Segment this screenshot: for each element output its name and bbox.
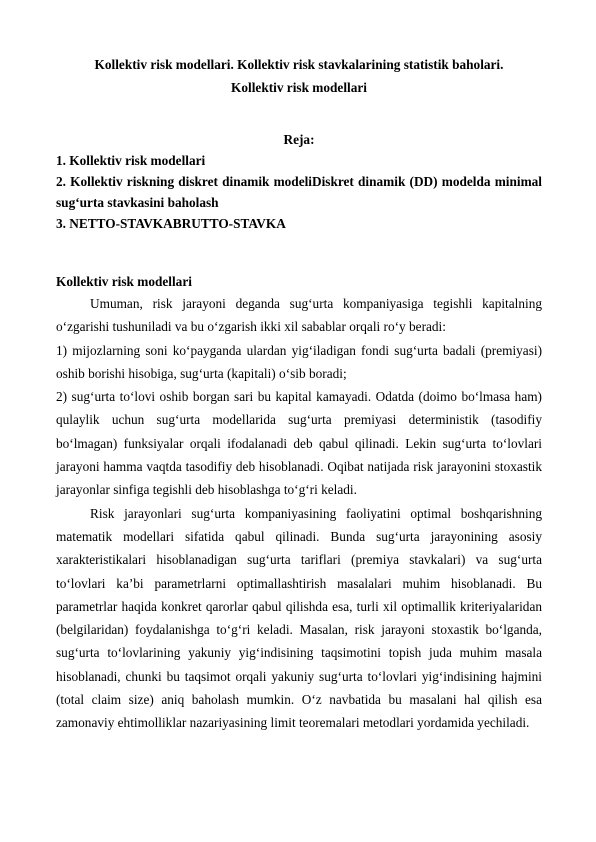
plan-heading: Reja: [283,132,315,147]
document-subtitle: Kollektiv risk modellari [231,80,367,95]
document-body [56,292,542,735]
plan-item-1: 1. Kollektiv risk modellari [56,153,206,168]
section-heading: Kollektiv risk modellari [56,274,192,289]
paragraph-item-1: 1) mijozlarning soni ko‘payganda ulardan yig‘iladigan fondi sug‘urta badali (premiyasi) oshib borishi hisobiga, sug‘urta (kapitali) o‘sib boradi; [56,342,542,381]
plan-item-2: 2. Kollektiv riskning diskret dinamik modeliDiskret dinamik (DD) modelda minimal sug‘urta stavkasini baholash [56,174,542,210]
paragraph-item-2: 2) sug‘urta to‘lovi oshib borgan sari bu kapital kamayadi. Odatda (doimo bo‘lmasa ham) qulaylik uchun sug‘urta modellarida sug‘urta premiyasi deterministik (tasodifiy bo‘lmagan) funksiyalar orqali ifodalanadi deb qabul qilinadi. Lekin sug‘urta to‘lovlari jarayoni hamma vaqtda tasodifiy deb hisoblanadi. Oqibat natijada risk jarayonini stoxastik jarayonlar sinfiga tegishli deb hisoblashga to‘g‘ri keladi. [56,389,542,498]
plan-list [56,150,542,234]
paragraph-risk-processes: Risk jarayonlari sug‘urta kompaniyasining faoliyatini optimal boshqarishning matematik modellari sifatida qabul qilinadi. Bunda sug‘urta jarayonining asosiy xarakteristikalari hisoblanadigan sug‘urta tariflari (premiya stavkalari) va sug‘urta to‘lovlari ka’bi parametrlarni optimallashtirish masalalari muhim hisoblanadi. Bu parametrlar haqida konkret qarorlar qabul qilishda esa, turli xil optimallik kriteriyalaridan (belgilaridan) foydalanishga to‘g‘ri keladi. Masalan, risk jarayoni stoxastik bo‘lganda, sug‘urta to‘lovlarining yakuniy yig‘indisining taqsimotini topish juda muhim masala hisoblanadi, chunki bu taqsimot orqali yakuniy sug‘urta to‘lovlari yig‘indisining hajmini (total claim size) aniq baholash mumkin. O‘z navbatida bu masalani hal qilish esa zamonaviy ehtimolliklar nazariyasining limit teoremalari metodlari yordamida yechiladi. [56,505,542,731]
plan-item-3: 3. NETTO-STAVKABRUTTO-STAVKA [56,216,286,231]
paragraph-intro: Umuman, risk jarayoni deganda sug‘urta kompaniyasiga tegishli kapitalning o‘zgarishi tushuniladi va bu o‘zgarish ikki xil sabablar orqali ro‘y beradi: [56,296,542,335]
document-title: Kollektiv risk modellari. Kollektiv risk stavkalarining statistik baholari. [94,57,504,72]
